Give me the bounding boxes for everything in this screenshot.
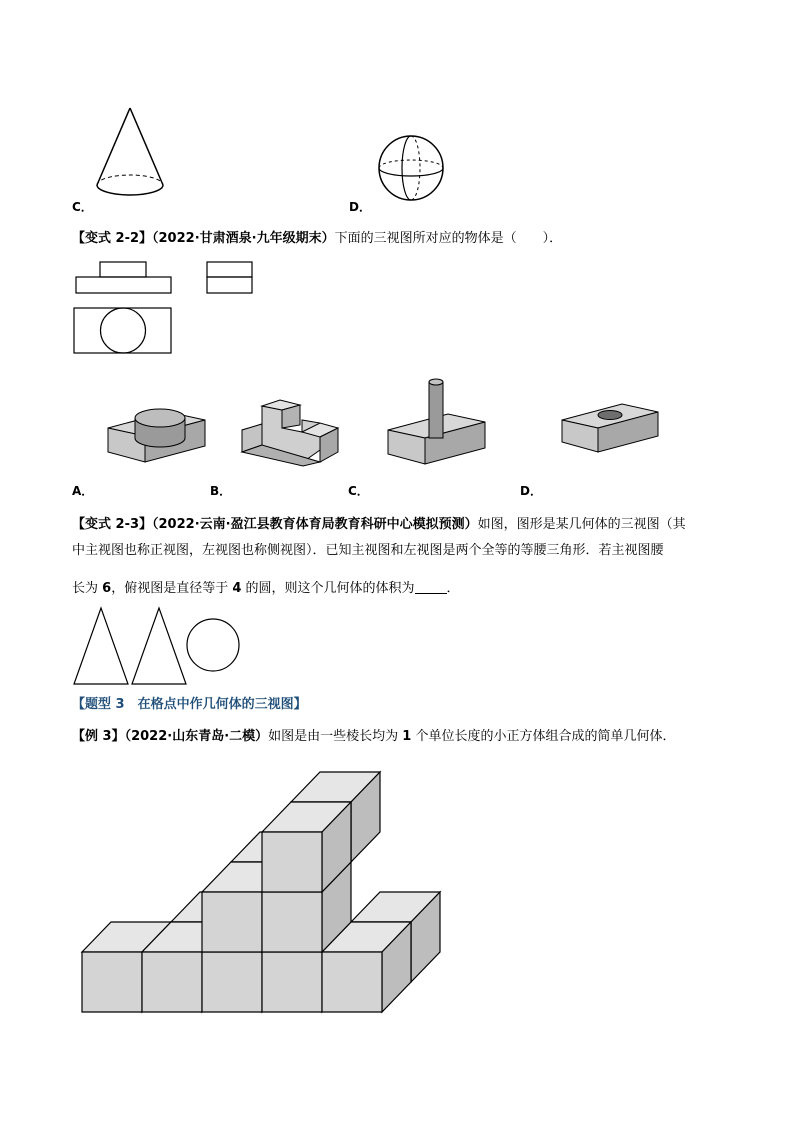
- cube-front-face: [262, 892, 322, 952]
- cube-front-face: [142, 952, 202, 1012]
- heading-title: 在格点中作几何体的三视图】: [124, 697, 307, 712]
- example-source: （2022·山东青岛·二模）: [124, 729, 269, 744]
- question-source: （2022·云南·盈江县教育体育局教育科研中心模拟预测）: [152, 517, 478, 532]
- option-b-label: B．: [210, 484, 232, 498]
- option-c2-label: C．: [348, 484, 369, 498]
- text-fragment: ．: [446, 581, 460, 596]
- question-text: 如图，图形是某几何体的三视图（其: [477, 517, 686, 532]
- text-fragment: 的圆，则这个几何体的体积为: [241, 581, 415, 596]
- option-c-label: C．: [72, 200, 93, 214]
- question-source: （2022·甘肃酒泉·九年级期末）: [152, 231, 335, 246]
- number-4: 4: [232, 581, 242, 596]
- heading-bracket: 【题型 3: [72, 697, 125, 712]
- cube-front-face: [202, 892, 262, 952]
- cube-front-face: [262, 832, 322, 892]
- bracket-label: 【例 3】: [72, 729, 125, 744]
- cube-front-face: [82, 952, 142, 1012]
- cube-front-face: [202, 952, 262, 1012]
- number-6: 6: [102, 581, 112, 596]
- cube-front-face: [322, 952, 382, 1012]
- text-fragment: ，俯视图是直径等于: [111, 581, 233, 596]
- bracket-label: 【变式 2-3】: [72, 517, 153, 532]
- question-2-3-line2: 中主视图也称正视图，左视图也称侧视图）．已知主视图和左视图是两个全等的等腰三角形．若主视图腰: [72, 543, 664, 558]
- cube-front-face: [262, 952, 322, 1012]
- text-fragment: 长为: [72, 581, 103, 596]
- bracket-label: 【变式 2-2】: [72, 231, 153, 246]
- text-fragment: 如图是由一些棱长均为: [268, 729, 403, 744]
- option-a-label: A．: [72, 484, 94, 498]
- question-text: 下面的三视图所对应的物体是（ ）．: [334, 231, 563, 246]
- option-d-label: D．: [349, 200, 371, 214]
- option-d2-label: D．: [520, 484, 542, 498]
- number-1: 1: [402, 729, 412, 744]
- text-fragment: 个单位长度的小正方体组合成的简单几何体．: [411, 729, 676, 744]
